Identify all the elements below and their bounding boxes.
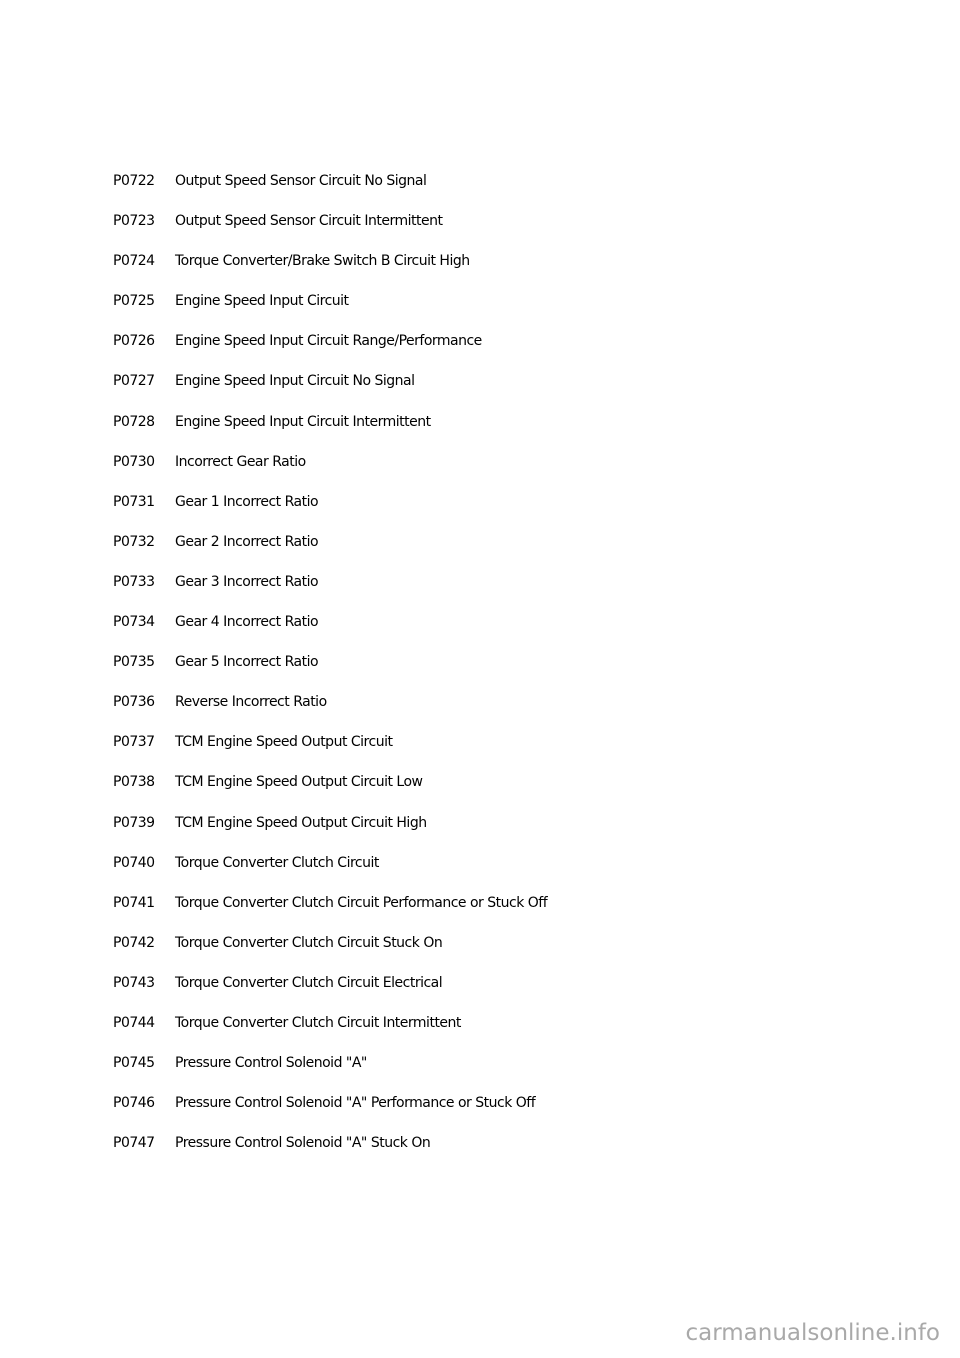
dtc-code: P0741	[113, 894, 155, 911]
code-row	[113, 970, 547, 1010]
code-row	[113, 769, 547, 809]
code-row	[113, 930, 547, 970]
code-row	[113, 1010, 547, 1050]
code-row	[113, 409, 547, 449]
code-row	[113, 689, 547, 729]
dtc-description: Gear 4 Incorrect Ratio	[175, 614, 319, 631]
dtc-description: TCM Engine Speed Output Circuit	[175, 734, 393, 751]
code-row	[113, 288, 547, 328]
dtc-code: P0722	[113, 173, 155, 189]
dtc-description: Torque Converter/Brake Switch B Circuit High	[175, 253, 470, 270]
dtc-description: Torque Converter Clutch Circuit Intermittent	[175, 1014, 461, 1031]
dtc-code: P0747	[113, 1135, 155, 1152]
dtc-description: Reverse Incorrect Ratio	[175, 694, 327, 711]
watermark-text: carmanualsonline.info	[685, 1320, 940, 1346]
dtc-description: Engine Speed Input Circuit	[175, 293, 349, 310]
code-row	[113, 208, 547, 248]
dtc-description: TCM Engine Speed Output Circuit High	[175, 814, 427, 831]
dtc-description: Gear 2 Incorrect Ratio	[175, 533, 319, 550]
dtc-description: Gear 1 Incorrect Ratio	[175, 493, 319, 510]
dtc-code: P0736	[113, 694, 155, 711]
code-row	[113, 248, 547, 288]
code-row	[113, 1090, 547, 1130]
code-row	[113, 729, 547, 769]
dtc-code: P0744	[113, 1014, 155, 1031]
dtc-description: Pressure Control Solenoid "A" Stuck On	[175, 1135, 431, 1152]
dtc-description: Engine Speed Input Circuit Range/Performance	[175, 333, 482, 350]
dtc-code: P0731	[113, 493, 155, 510]
dtc-description: Pressure Control Solenoid "A"	[175, 1055, 367, 1072]
dtc-code: P0730	[113, 453, 155, 470]
dtc-description: Torque Converter Clutch Circuit Stuck On	[175, 934, 443, 951]
dtc-description: Incorrect Gear Ratio	[175, 453, 306, 470]
dtc-code: P0728	[113, 413, 155, 430]
dtc-code: P0723	[113, 213, 155, 230]
dtc-description: Output Speed Sensor Circuit No Signal	[175, 173, 427, 189]
dtc-code-list	[113, 168, 547, 1170]
dtc-code: P0725	[113, 293, 155, 310]
dtc-description: Torque Converter Clutch Circuit Electrical	[175, 974, 443, 991]
code-row	[113, 1050, 547, 1090]
code-row	[113, 368, 547, 408]
dtc-description: Output Speed Sensor Circuit Intermittent	[175, 213, 443, 230]
dtc-code: P0737	[113, 734, 155, 751]
code-row	[113, 890, 547, 930]
code-row	[113, 810, 547, 850]
code-row	[113, 649, 547, 689]
code-row	[113, 850, 547, 890]
dtc-description: Pressure Control Solenoid "A" Performance or Stuck Off	[175, 1095, 536, 1112]
dtc-description: Engine Speed Input Circuit Intermittent	[175, 413, 431, 430]
dtc-description: Gear 5 Incorrect Ratio	[175, 654, 319, 671]
dtc-code: P0727	[113, 373, 155, 390]
code-row	[113, 449, 547, 489]
dtc-code: P0724	[113, 253, 155, 270]
code-row	[113, 529, 547, 569]
dtc-description: Torque Converter Clutch Circuit	[175, 854, 379, 871]
dtc-code: P0743	[113, 974, 155, 991]
dtc-code: P0734	[113, 614, 155, 631]
code-row	[113, 1130, 547, 1170]
dtc-code: P0746	[113, 1095, 155, 1112]
dtc-code: P0739	[113, 814, 155, 831]
dtc-description: Torque Converter Clutch Circuit Performance or Stuck Off	[175, 894, 548, 911]
dtc-code: P0732	[113, 533, 155, 550]
dtc-description: Gear 3 Incorrect Ratio	[175, 573, 319, 590]
code-row	[113, 489, 547, 529]
dtc-code: P0738	[113, 774, 155, 791]
code-row	[113, 609, 547, 649]
dtc-code: P0735	[113, 654, 155, 671]
code-row	[113, 168, 547, 208]
code-row	[113, 328, 547, 368]
dtc-description: TCM Engine Speed Output Circuit Low	[175, 774, 423, 791]
code-row	[113, 569, 547, 609]
dtc-description: Engine Speed Input Circuit No Signal	[175, 373, 415, 390]
dtc-code: P0733	[113, 573, 155, 590]
dtc-code: P0726	[113, 333, 155, 350]
dtc-code: P0740	[113, 854, 155, 871]
dtc-code: P0742	[113, 934, 155, 951]
dtc-code: P0745	[113, 1055, 155, 1072]
